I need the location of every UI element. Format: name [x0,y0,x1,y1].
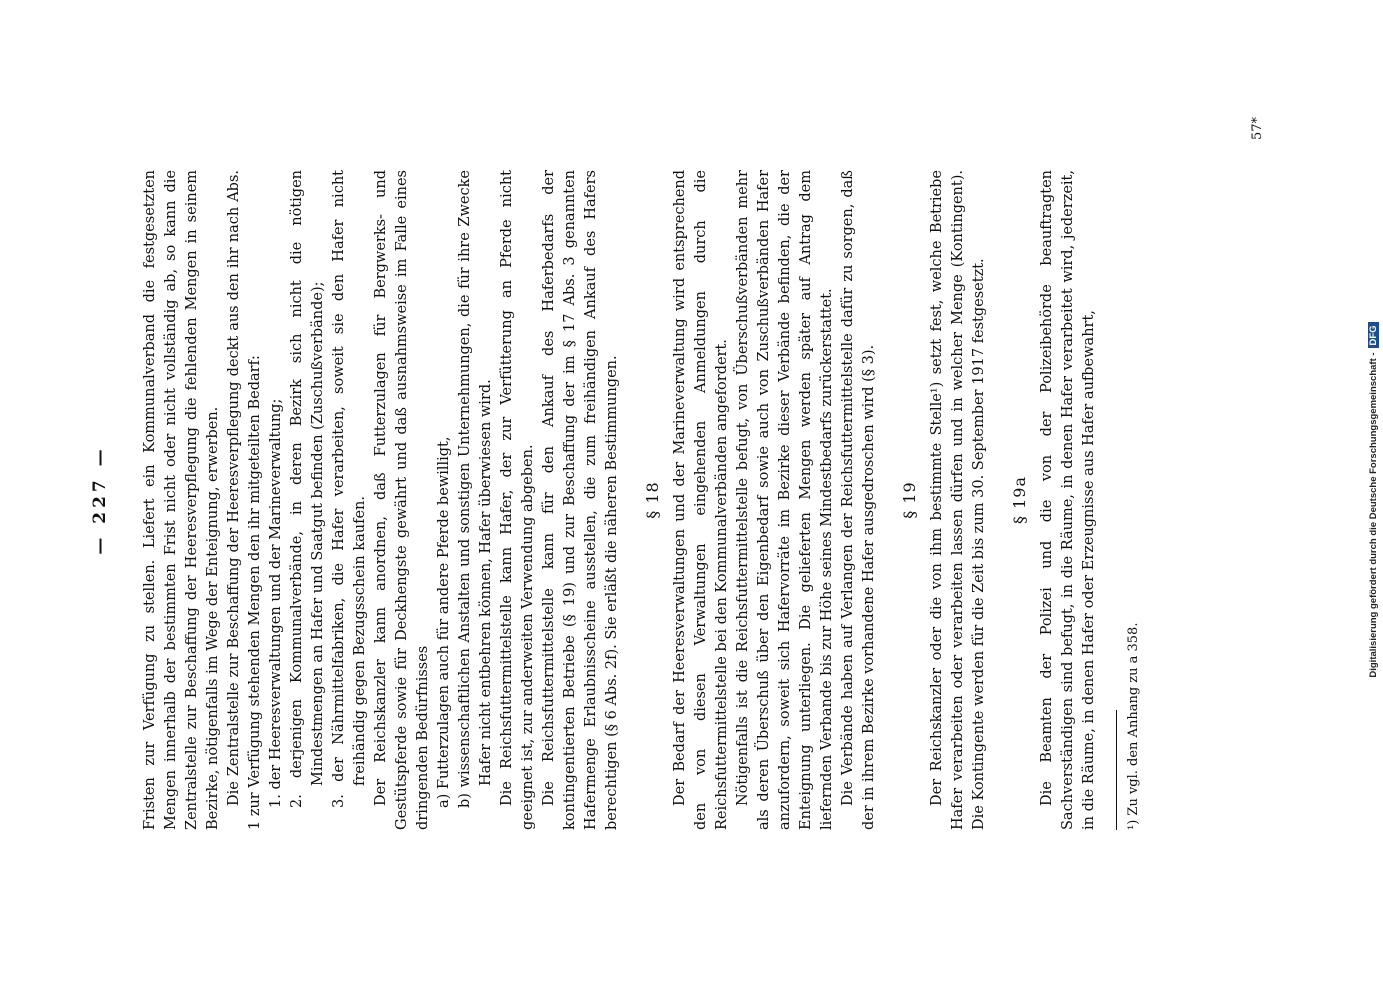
paragraph: Der Bedarf der Heeresverwaltungen und der Marineverwaltung wird entsprechend den von diesen Verwaltungen eingehenden Anmeldungen durch die Reichsfuttermittelstelle bei den Kommunalverbänden angefordert. [672,170,730,830]
paragraph: Der Reichskanzler oder die von ihm bestimmte Stelle¹) setzt fest, welche Betriebe Hafer verarbeiten oder verarbeiten lassen dürfen und in welcher Menge (Kontingent). Die Kontingente werden für die Zeit bis zum 30. September 1917 festgesetzt. [929,170,987,830]
document-body [140,170,1144,830]
footnote-rule [1116,710,1117,830]
paragraph: Die Reichsfuttermittelstelle kann Hafer, der zur Verfütterung an Pferde nicht geeignet ist, zur anderweiten Verwendung abgeben. [499,170,536,830]
digitization-credit [1368,0,1379,1000]
section-heading-19a: § 19a [1010,476,1029,524]
section-heading-18: § 18 [643,481,662,519]
paragraph: Die Verbände haben auf Verlangen der Reichsfuttermittelstelle dafür zu sorgen, daß der in ihrem Bezirke vorhandene Hafer ausgedroschen wird (§ 3). [840,170,877,830]
page-number: — 227 — [90,445,110,555]
list-item: 1. der Heeresverwaltungen und der Marineverwaltung; [268,398,284,808]
paragraph: Die Zentralstelle zur Beschaffung der Heeresverpflegung deckt aus den ihr nach Abs. 1 zur Verfügung stehenden Mengen den ihr mitgeteilten Bedarf: [226,170,263,830]
signature-mark: 57* [1250,116,1265,140]
list-item: 3. der Nährmittelfabriken, die Hafer verarbeiten, soweit sie den Hafer nicht freihändig gegen Bezugsschein kaufen. [331,170,368,808]
section-heading-19: § 19 [900,481,919,519]
list-item: a) Futterzulagen auch für andere Pferde bewilligt, [436,436,452,808]
list-item: b) wissenschaftlichen Anstalten und sonstigen Unternehmungen, die für ihre Zwecke Hafer nicht entbehren können, Hafer überwiesen wird. [457,170,494,808]
paragraph: Nötigenfalls ist die Reichsfuttermittelstelle befugt, von Überschußverbänden mehr als deren Überschuß über den Eigenbedarf sowie auch von Zuschußverbänden Hafer anzufordern, soweit sich Hafervorräte im Bezirke dieser Verbände befinden, die der Enteignung unterliegen. Die gelieferten Mengen werden später auf Antrag dem liefernden Verbande bis zur Höhe seines Mindestbedarfs zurückerstattet. [735,170,835,830]
paragraph: Fristen zur Verfügung zu stellen. Liefert ein Kommunalverband die festgesetzten Mengen innerhalb der bestimmten Frist nicht oder nicht vollständig ab, so kann die Zentralstelle zur Beschaffung der Heeresverpflegung die fehlenden Mengen in seinem Bezirke, nötigenfalls im Wege der Enteignung, erwerben. [142,170,221,830]
credit-text: Digitalisierung gefördert durch die Deutsche Forschungsgemeinschaft - [1368,352,1379,678]
list-item: 2. derjenigen Kommunalverbände, in deren Bezirk sich nicht die nötigen Mindestmengen an Hafer und Saatgut befinden (Zuschußverbände); [289,170,326,808]
paragraph: Der Reichskanzler kann anordnen, daß Futterzulagen für Bergwerks- und Gestütspferde sowie für Deckhengste gewährt und daß ausnahmsweise im Falle eines dringenden Bedürfnisses [373,170,431,830]
paragraph: Die Reichsfuttermittelstelle kann für den Ankauf des Haferbedarfs der kontingentierten Betriebe (§ 19) und zur Beschaffung der im § 17 Abs. 3 genannten Hafermenge Erlaubnisscheine ausstellen, die zum freihändigen Ankauf des Hafers berechtigen (§ 6 Abs. 2f). Sie erläßt die näheren Bestimmungen. [541,170,620,830]
footnote: ¹) Zu vgl. den Anhang zu a 358. [1126,622,1141,830]
paragraph: Die Beamten der Polizei und die von der Polizeibehörde beauftragten Sachverständigen sind befugt, in die Räume, in denen Hafer verarbeitet wird, jederzeit, in die Räume, in denen Hafer oder Erzeugnisse aus Hafer aufbewahrt, [1039,170,1097,830]
dfg-logo: DFG [1368,322,1379,348]
